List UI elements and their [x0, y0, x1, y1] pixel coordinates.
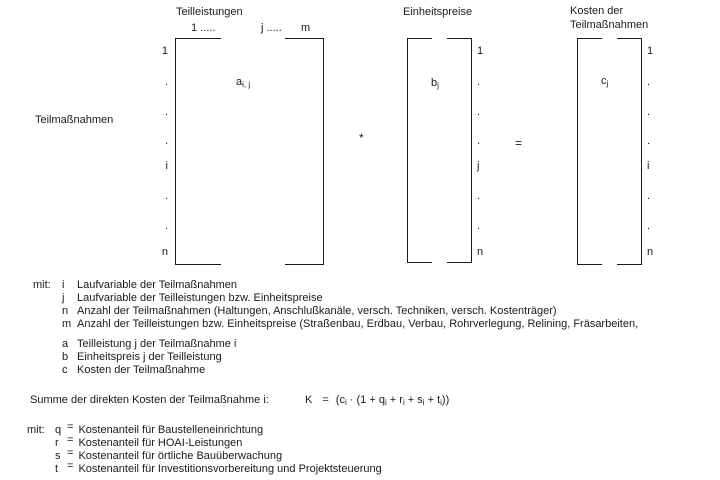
sum-formula: $K = (c_i \cdot (1 + q_i + r_i + s_i + t_i))$	[305, 394, 450, 407]
cost-share-item: t = Kostenanteil für Investitionsvorbereitung und Projektsteuerung	[55, 460, 382, 475]
matrix-a-symbol: $a_{i, j}$	[236, 76, 251, 89]
matrix-a-col-header-last: m	[301, 22, 311, 34]
definition-item: j Laufvariable der Teilleistungen bzw. Einheitspreise	[62, 292, 323, 304]
definition-item: a Teilleistung j der Teilmaßnahme i	[62, 338, 237, 350]
vector-b-symbol: $b_j$	[431, 77, 439, 90]
cost-share-item: s = Kostenanteil für örtliche Bauüberwachung	[55, 447, 283, 462]
matrix-a-col-header-first: 1 .....	[191, 22, 216, 34]
definition-item: i Laufvariable der Teilmaßnahmen	[62, 279, 237, 291]
vector-c-bracket-left	[577, 38, 602, 265]
vector-c-symbol: $c_j$	[601, 75, 609, 88]
matrix-cost-diagram: Teilleistungen Einheitspreise Kosten der Teilmaßnahmen 1 ..... j ..... m Teilmaßnahmen $a_{i, j}$ 1 . . . i . . n * $b_j$ 1 . . . j . . n = $c_j$ 1 . . . i . . n mit: i Laufvariable der Teilmaßnahmen j Laufvariable der Teilleistungen bzw. Einheitspreise n Anzahl der Teilmaßnahmen (Haltungen, Anschlußkanäle, versch. Techniken, versch. Kostenträger) m Anzahl der Teilleistungen bzw. Einheitspreise (Straßenbau, Erdbau, Verbau, Rohrverlegung, Relining, Fräsarbeiten, a Teilleistung j der Teilmaßnahme i b Einheitspreis j der Teilleistung c Kosten der Teilmaßnahme Summe der direkten Kosten der Teilmaßnahme i: $K = (c_i \cdot (1 + q_i + r_i + s_i + t_i))$ mit: q = Kostenanteil für Baustelleneinrichtung r = Kostenanteil für HOAI-Leistungen s = Kostenanteil für örtliche Bauüberwachung t = Kostenanteil für Investitionsvorbereitung und Projektsteuerung	[0, 0, 720, 480]
vector-b-bracket-right	[447, 38, 472, 263]
matrix-a-col-header-middle: j .....	[261, 22, 282, 34]
matrix-a-title: Teilleistungen	[176, 6, 243, 18]
multiply-operator: *	[359, 131, 364, 145]
definition-item: m Anzahl der Teilleistungen bzw. Einheitspreise (Straßenbau, Erdbau, Verbau, Rohrverlegung, Relining, Fräsarbeiten,	[62, 318, 639, 330]
matrix-a-bracket-left	[175, 38, 221, 265]
vector-c-title-line2: Teilmaßnahmen	[570, 19, 649, 31]
definition-item: n Anzahl der Teilmaßnahmen (Haltungen, Anschlußkanäle, versch. Techniken, versch. Kostenträger)	[62, 305, 557, 317]
definition-item: c Kosten der Teilmaßnahme	[62, 364, 206, 376]
definition-item: b Einheitspreis j der Teilleistung	[62, 351, 222, 363]
vector-b-bracket-left	[407, 38, 432, 263]
equals-operator: =	[515, 136, 523, 150]
sum-label: Summe der direkten Kosten der Teilmaßnahme i:	[30, 394, 269, 406]
vector-b-title: Einheitspreise	[403, 6, 473, 18]
definitions-label: mit:	[33, 279, 51, 291]
matrix-a-bracket-right	[285, 38, 324, 265]
cost-shares-label: mit:	[27, 424, 45, 436]
cost-share-item: q = Kostenanteil für Baustelleneinrichtung	[55, 421, 264, 436]
vector-c-title-line1: Kosten der	[570, 5, 624, 17]
matrix-a-row-label: Teilmaßnahmen	[35, 114, 114, 126]
vector-c-bracket-right	[617, 38, 642, 265]
cost-share-item: r = Kostenanteil für HOAI-Leistungen	[55, 434, 243, 449]
